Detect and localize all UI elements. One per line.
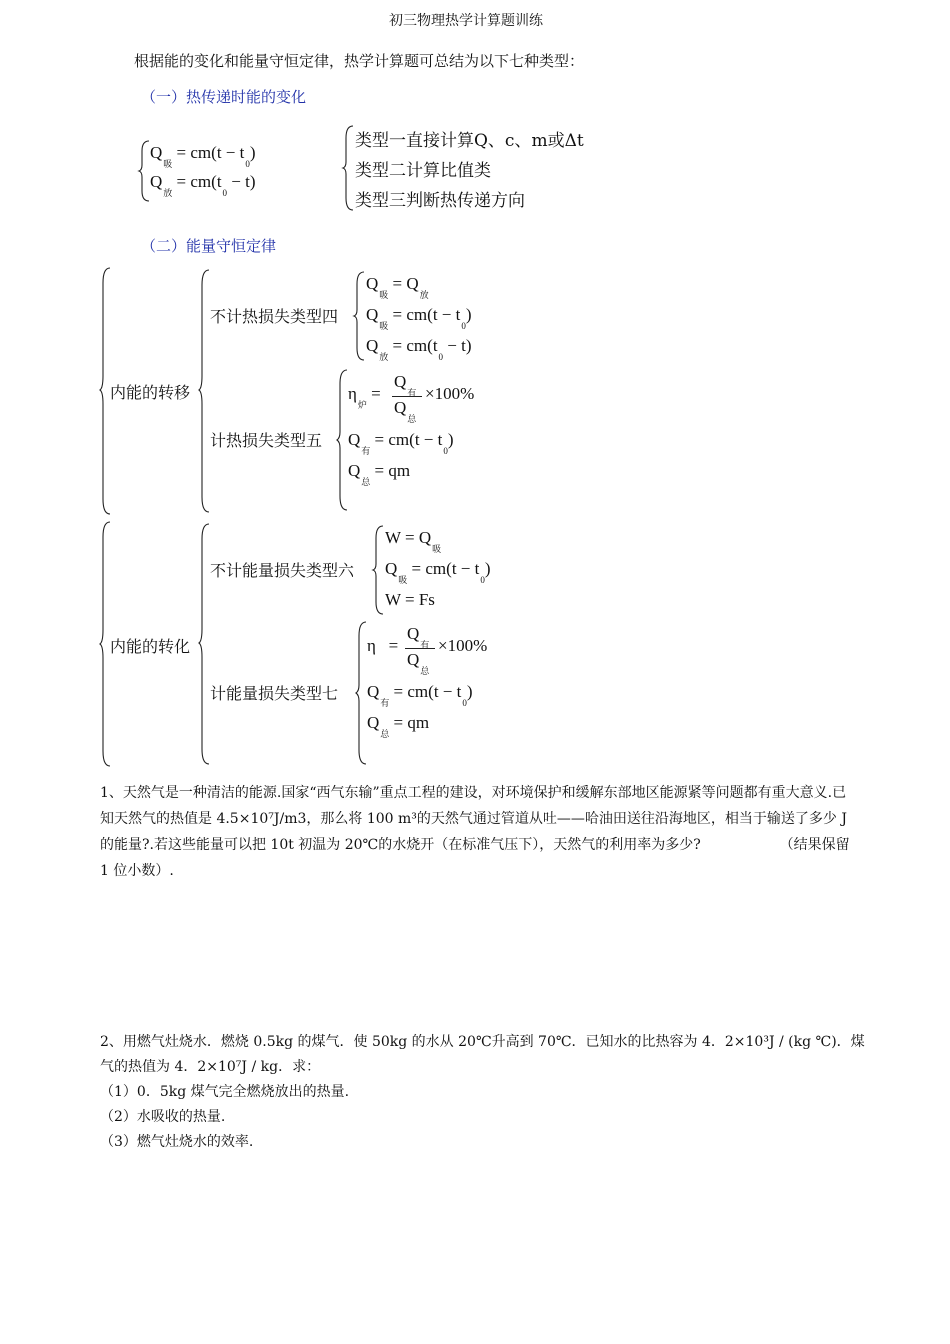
type5-label: 计热损失类型五 <box>210 431 323 450</box>
type7-label: 计能量损失类型七 <box>210 684 339 703</box>
transfer-label: 内能的转移 <box>110 383 191 402</box>
type5-formula-3: $Q_总$ = qm <box>348 461 411 487</box>
page-title: 初三物理热学计算题训练 <box>389 13 543 29</box>
section1-heading: （一）热传递时能的变化 <box>141 88 307 106</box>
section1-types-brace <box>343 126 355 210</box>
type7-formula-efficiency: η = <box>367 636 399 655</box>
type7-formula-3: $Q_总$ = qm <box>367 713 430 739</box>
type7-frac-numerator: $Q_有$ <box>407 624 430 650</box>
type7-percent: ×100% <box>438 636 488 655</box>
intro-text: 根据能的变化和能量守恒定律，热学计算题可总结为以下七种类型： <box>134 52 585 70</box>
section1-formula-absorb: $Q_吸 = cm(t - t_0)$ <box>150 143 256 169</box>
question-1 <box>100 780 860 884</box>
type5-frac-denominator: $Q_总$ <box>394 398 417 424</box>
question-2-part-3: （3）燃气灶烧水的效率. <box>100 1134 254 1150</box>
type6-brace <box>373 526 385 614</box>
type2-label: 类型二计算比值类 <box>355 161 491 181</box>
type5-formula-efficiency: $\eta_炉$ = <box>348 384 381 410</box>
type5-percent: ×100% <box>425 384 475 403</box>
type6-formula-1: $W = Q_吸$ <box>385 528 442 554</box>
type4-formula-2: $Q_吸 = cm(t - t_0)$ <box>366 305 472 331</box>
type5-frac-line <box>392 396 422 397</box>
type4-formula-1: $Q_吸 = Q_放$ <box>366 274 429 300</box>
type4-brace <box>354 272 366 360</box>
type6-formula-2: $Q_吸 = cm(t - t_0)$ <box>385 559 491 585</box>
question-2 <box>100 1030 870 1155</box>
type4-label: 不计热损失类型四 <box>210 307 339 326</box>
question-2-part-1: （1）0．5kg 煤气完全燃烧放出的热量. <box>100 1084 350 1100</box>
question-1-text: 1、天然气是一种清洁的能源.国家“西气东输”重点工程的建设，对环境保护和缓解东部地区能源紧等问题都有重大意义.已知天然气的热值是 4.5×10⁷J/m3，那么将 100 m³的天然气通过管道从吐——哈油田送往沿海地区，相当于输送了多少 J 的能量?.若这些能量可以把 10t 初温为 20℃的水烧开（在标准气压下），天然气的利用率为多少? <box>100 785 847 853</box>
type3-label: 类型三判断热传递方向 <box>355 191 525 211</box>
type5-formula-2: $Q_有 = cm(t - t_0)$ <box>348 430 454 456</box>
section2-heading: （二）能量守恒定律 <box>141 237 277 255</box>
type7-frac-denominator: $Q_总$ <box>407 650 430 676</box>
type6-formula-3: W = Fs <box>385 590 435 609</box>
type4-formula-3: $Q_放 = cm(t_0 - t)$ <box>366 336 472 362</box>
type7-frac-line <box>405 648 435 649</box>
question-1-note: （结果保留 1 位小数）. <box>100 837 850 879</box>
question-2-text: 2、用燃气灶烧水．燃烧 0.5kg 的煤气．使 50kg 的水从 20℃升高到 70℃．已知水的比热容为 4．2×10³J / (kg ℃)．煤气的热值为 4．2×10⁷J / kg．求： <box>100 1034 865 1075</box>
type5-frac-numerator: $Q_有$ <box>394 372 417 398</box>
section1-formula-release: $Q_放 = cm(t_0 - t)$ <box>150 172 256 198</box>
conversion-label: 内能的转化 <box>110 637 191 656</box>
question-2-part-2: （2）水吸收的热量. <box>100 1109 226 1125</box>
type7-formula-2: $Q_有 = cm(t - t_0)$ <box>367 682 473 708</box>
type6-label: 不计能量损失类型六 <box>210 561 355 580</box>
type1-label: 类型一直接计算Q、c、m或Δt <box>355 131 584 151</box>
